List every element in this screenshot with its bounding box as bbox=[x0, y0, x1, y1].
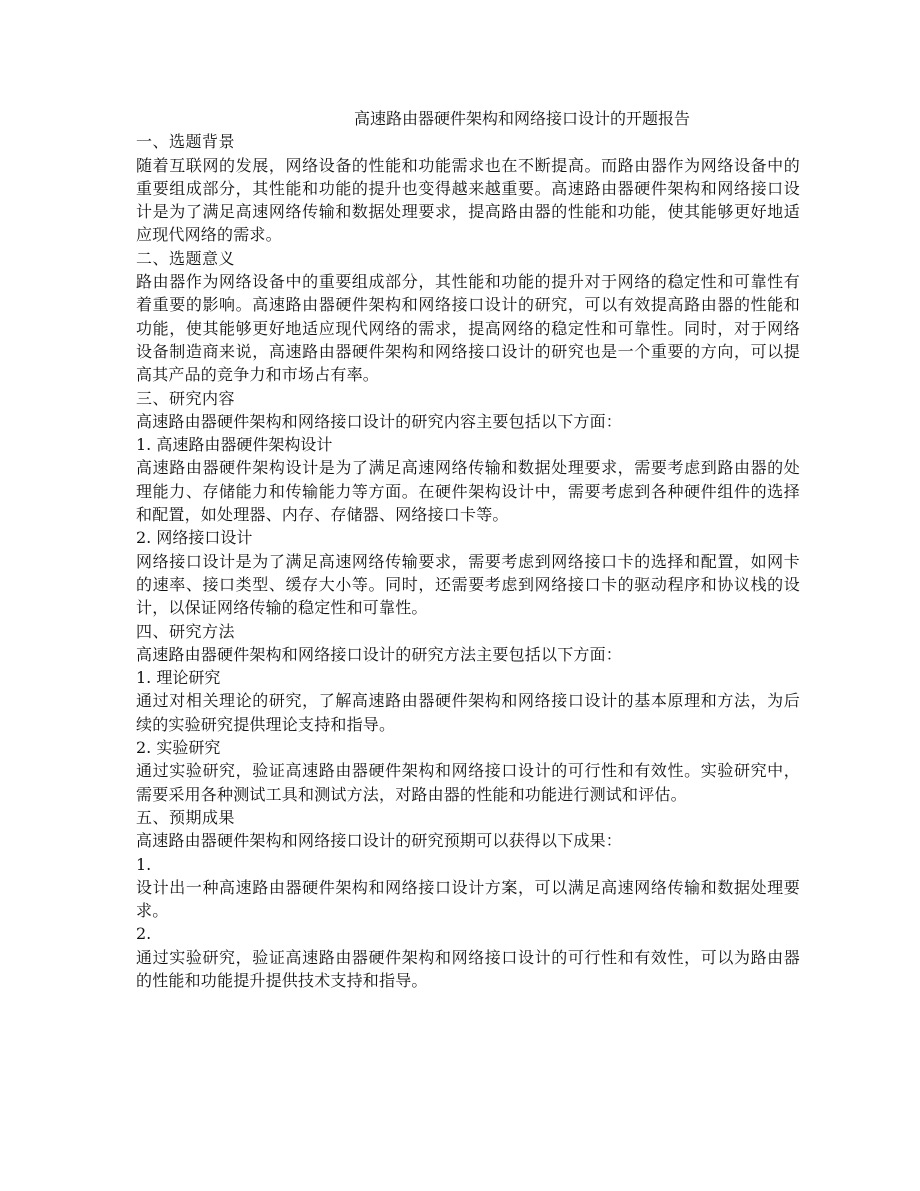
paragraph-hardware-architecture: 高速路由器硬件架构设计是为了满足高速网络传输和数据处理要求，需要考虑到路由器的处理能力、存储能力和传输能力等方面。在硬件架构设计中，需要考虑到各种硬件组件的选择和配置，如处理器、内存、存储器、网络接口卡等。 bbox=[136, 458, 800, 525]
item-number-2: 2. bbox=[136, 924, 152, 944]
section-heading-methods: 四、研究方法 bbox=[136, 621, 236, 641]
section-heading-significance: 二、选题意义 bbox=[136, 248, 236, 268]
paragraph-methods-intro: 高速路由器硬件架构和网络接口设计的研究方法主要包括以下方面： bbox=[136, 644, 623, 664]
paragraph-outcome-1: 设计出一种高速路由器硬件架构和网络接口设计方案，可以满足高速网络传输和数据处理要求。 bbox=[136, 877, 800, 921]
section-heading-background: 一、选题背景 bbox=[136, 132, 236, 152]
paragraph-background: 随着互联网的发展，网络设备的性能和功能需求也在不断提高。而路由器作为网络设备中的重要组成部分，其性能和功能的提升也变得越来越重要。高速路由器硬件架构和网络接口设计是为了满足高速网络传输和数据处理要求，提高路由器的性能和功能，使其能够更好地适应现代网络的需求。 bbox=[136, 155, 800, 245]
paragraph-content-intro: 高速路由器硬件架构和网络接口设计的研究内容主要包括以下方面： bbox=[136, 411, 623, 431]
section-heading-outcomes: 五、预期成果 bbox=[136, 807, 236, 827]
item-title-experiment: 2. 实验研究 bbox=[136, 738, 221, 758]
document-title: 高速路由器硬件架构和网络接口设计的开题报告 bbox=[354, 109, 691, 128]
paragraph-network-interface: 网络接口设计是为了满足高速网络传输要求，需要考虑到网络接口卡的选择和配置，如网卡的速率、接口类型、缓存大小等。同时，还需要考虑到网络接口卡的驱动程序和协议栈的设计，以保证网络传输的稳定性和可靠性。 bbox=[136, 551, 800, 618]
paragraph-experiment: 通过实验研究，验证高速路由器硬件架构和网络接口设计的可行性和有效性。实验研究中，需要采用各种测试工具和测试方法，对路由器的性能和功能进行测试和评估。 bbox=[136, 761, 800, 804]
item-number-1: 1. bbox=[136, 854, 152, 874]
paragraph-significance: 路由器作为网络设备中的重要组成部分，其性能和功能的提升对于网络的稳定性和可靠性有着重要的影响。高速路由器硬件架构和网络接口设计的研究，可以有效提高路由器的性能和功能，使其能够更好地适应现代网络的需求，提高网络的稳定性和可靠性。同时，对于网络设备制造商来说，高速路由器硬件架构和网络接口设计的研究也是一个重要的方向，可以提高其产品的竞争力和市场占有率。 bbox=[136, 272, 800, 385]
paragraph-outcomes-intro: 高速路由器硬件架构和网络接口设计的研究预期可以获得以下成果： bbox=[136, 831, 623, 851]
item-title-hardware-architecture: 1. 高速路由器硬件架构设计 bbox=[136, 435, 333, 455]
item-title-network-interface: 2. 网络接口设计 bbox=[136, 528, 253, 548]
paragraph-theory: 通过对相关理论的研究，了解高速路由器硬件架构和网络接口设计的基本原理和方法，为后续的实验研究提供理论支持和指导。 bbox=[136, 691, 800, 734]
section-heading-content: 三、研究内容 bbox=[136, 388, 236, 408]
paragraph-outcome-2: 通过实验研究，验证高速路由器硬件架构和网络接口设计的可行性和有效性，可以为路由器的性能和功能提升提供技术支持和指导。 bbox=[136, 947, 800, 990]
item-title-theory: 1. 理论研究 bbox=[136, 668, 221, 688]
